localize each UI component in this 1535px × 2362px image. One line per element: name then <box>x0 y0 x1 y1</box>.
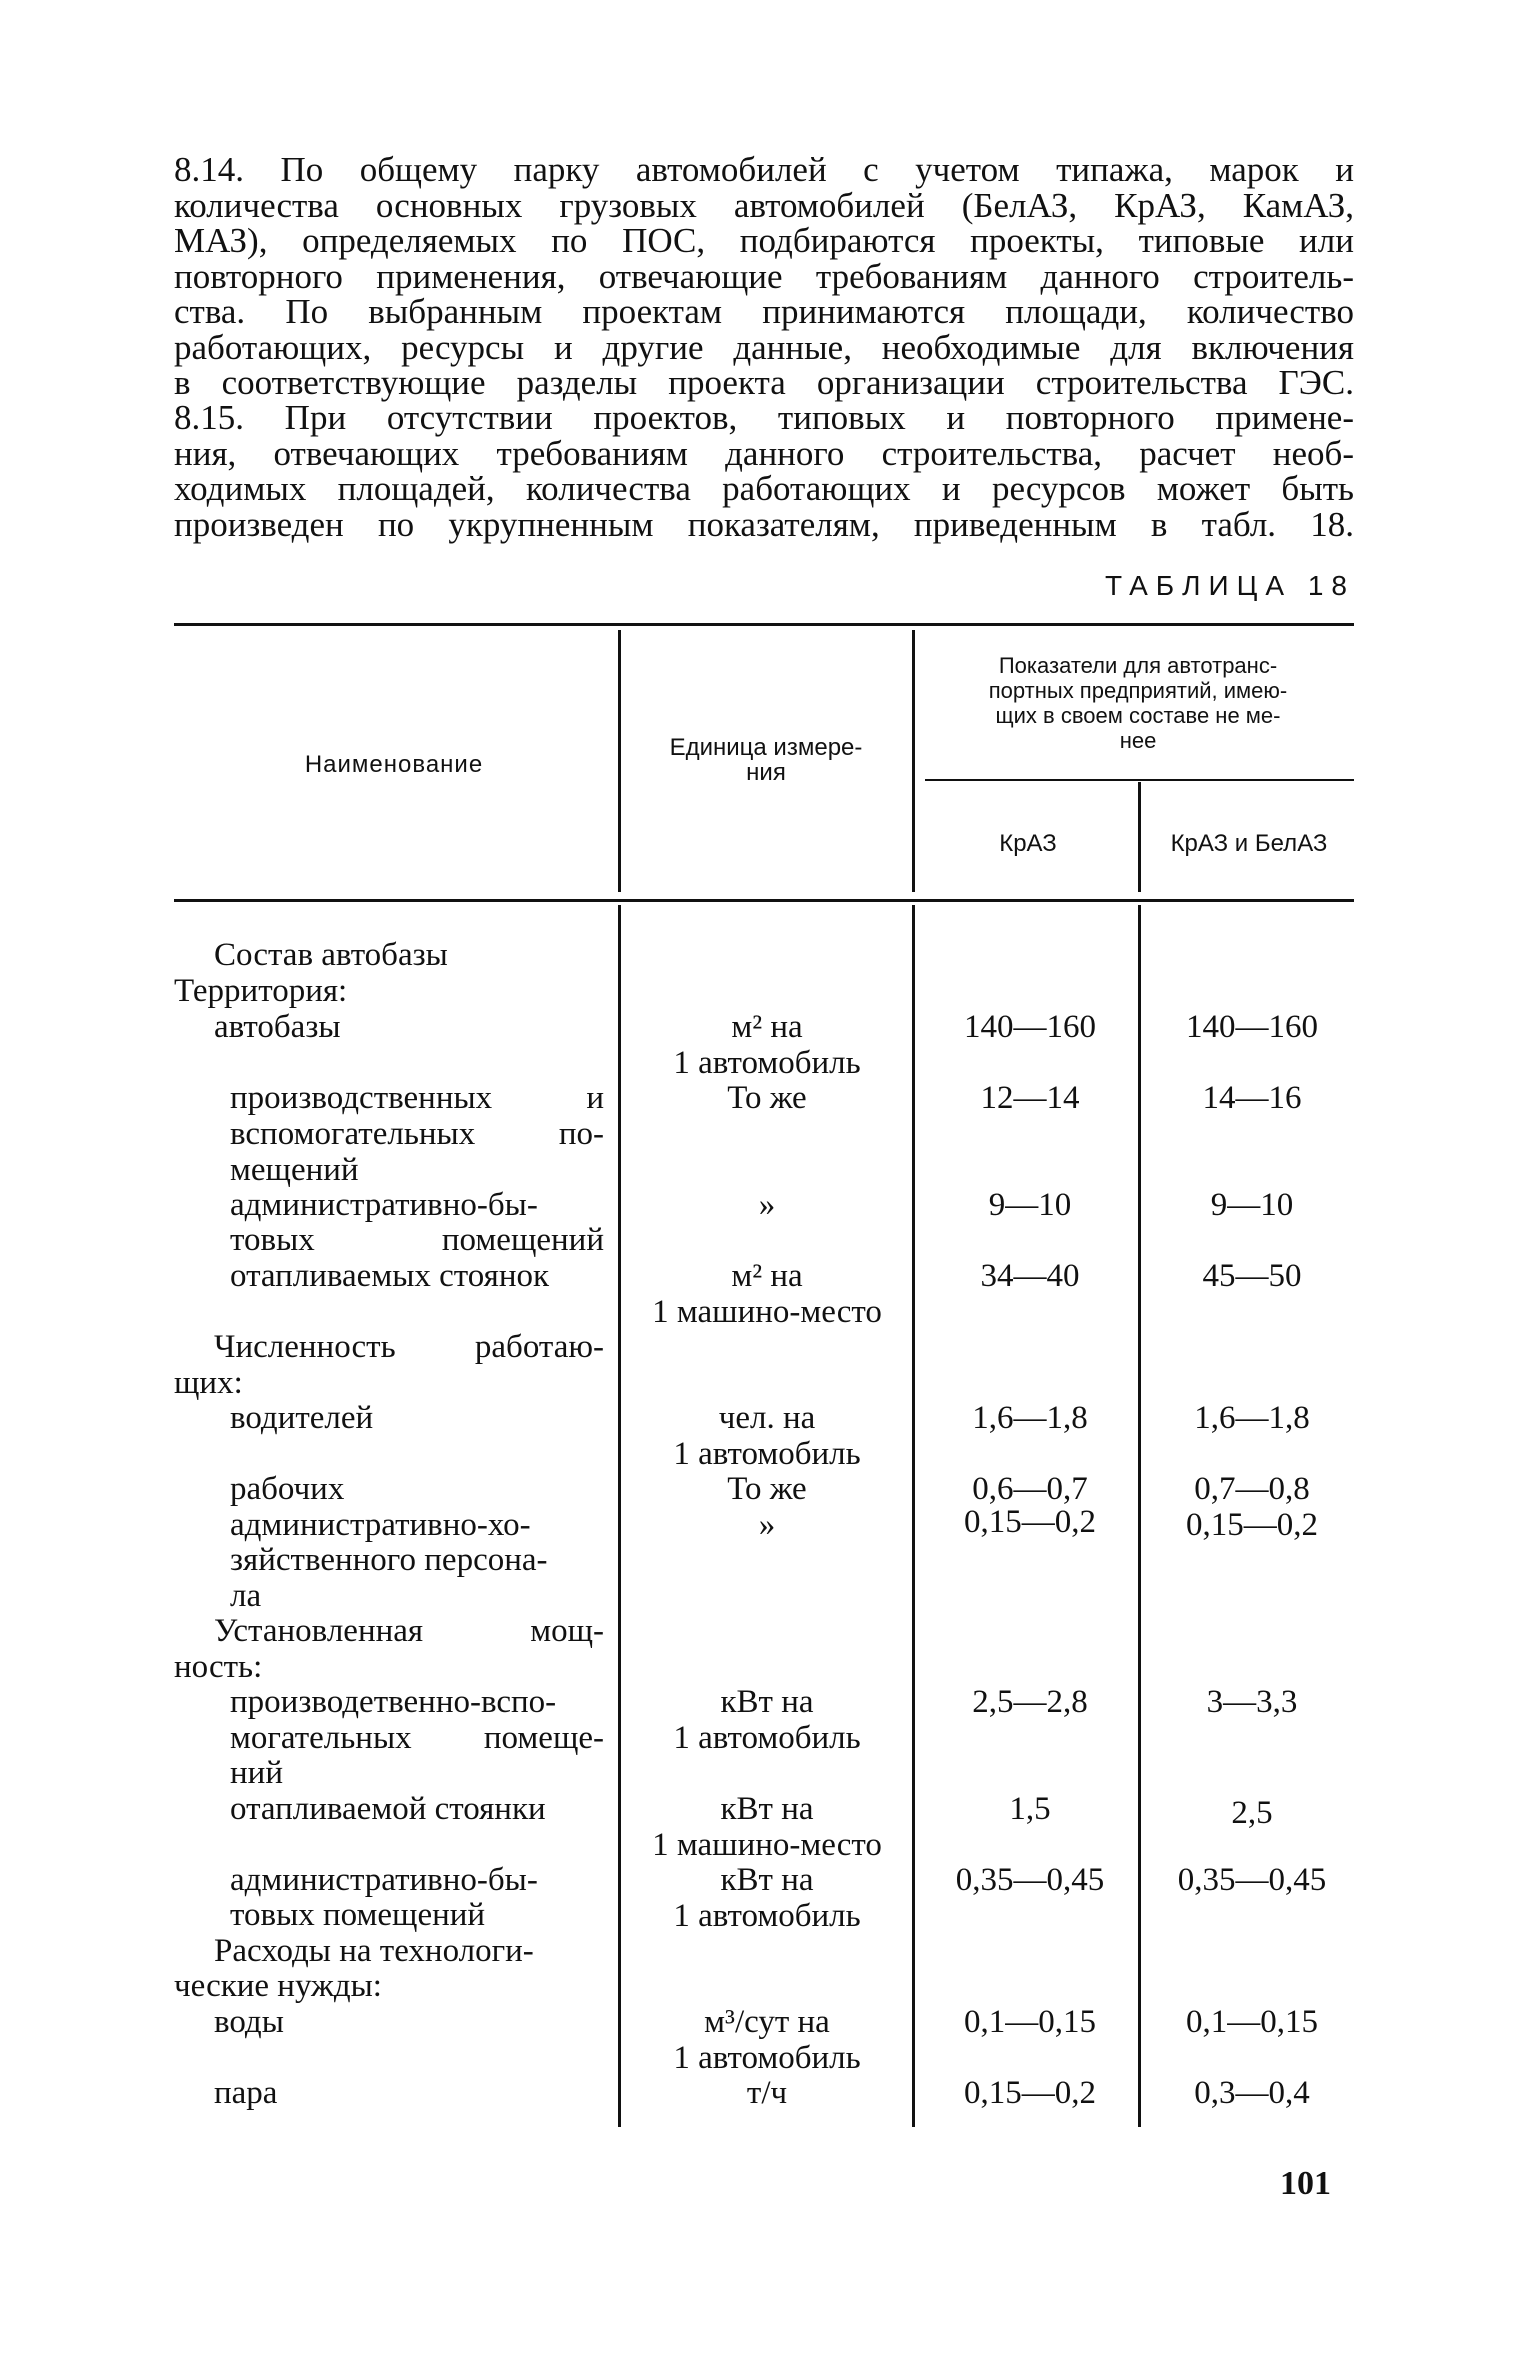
value-kraz: 0,15—0,2 <box>964 2075 1096 2111</box>
paragraph-8-14 <box>174 152 1354 401</box>
text-line: ства. По выбранным проектам принимаются площади, количество <box>174 292 1354 331</box>
text-line: ходимых площадей, количества работающих и ресурсов может быть <box>174 469 1354 508</box>
unit-cell: м³/сут на 1 автомобиль <box>673 2004 861 2076</box>
row-label: рабочих <box>230 1471 345 1507</box>
value-kraz: 140—160 <box>964 1009 1096 1045</box>
header-kraz-belaz: КрАЗ и БелАЗ <box>1170 830 1328 857</box>
row-label: ность: <box>174 1649 263 1685</box>
row-label: административно-хо- <box>230 1507 531 1543</box>
row-label: товых помещений <box>230 1897 486 1933</box>
row-label: Численность работаю- <box>214 1329 604 1365</box>
value-kraz-belaz: 0,15—0,2 <box>1186 1507 1318 1543</box>
row-label: ний <box>230 1755 283 1791</box>
text-line: работающих, ресурсы и другие данные, необходимые для включения <box>174 327 1354 367</box>
value-kraz: 1,5 <box>1009 1791 1051 1827</box>
row-label: мещений <box>230 1152 359 1188</box>
value-kraz-belaz: 0,1—0,15 <box>1186 2004 1318 2040</box>
row-label: Территория: <box>174 973 348 1009</box>
text-line: количества основных грузовых автомобилей (БелАЗ, КрАЗ, КамАЗ, <box>174 185 1354 225</box>
value-kraz-belaz: 0,35—0,45 <box>1177 1862 1327 1898</box>
table-caption: ТАБЛИЦА 18 <box>1104 570 1355 601</box>
row-label: воды <box>214 2004 284 2040</box>
text-line: произведен по укрупненным показателям, приведенным в табл. 18. <box>174 504 1354 544</box>
unit-cell: кВт на 1 автомобиль <box>673 1862 861 1934</box>
value-kraz-belaz: 45—50 <box>1202 1258 1302 1294</box>
value-kraz-belaz: 2,5 <box>1231 1795 1273 1831</box>
paragraph-8-15 <box>174 400 1354 542</box>
value-kraz-belaz: 1,6—1,8 <box>1194 1400 1310 1436</box>
value-kraz-belaz: 9—10 <box>1210 1187 1294 1223</box>
row-label: производетвенно-вспо- <box>230 1684 557 1720</box>
text-line: 8.15. При отсутствии проектов, типовых и повторного примене- <box>174 398 1354 437</box>
column-divider <box>618 905 621 2127</box>
value-kraz: 12—14 <box>980 1080 1080 1116</box>
text-line: повторного применения, отвечающие требованиям данного строитель- <box>174 256 1354 296</box>
unit-cell: м² на 1 автомобиль <box>673 1009 861 1081</box>
value-kraz: 34—40 <box>980 1258 1080 1294</box>
column-divider <box>1138 782 1141 892</box>
value-kraz: 0,6—0,7 <box>972 1471 1088 1507</box>
row-label: зяйственного персона- <box>230 1542 548 1578</box>
column-divider <box>912 905 915 2127</box>
value-kraz: 9—10 <box>988 1187 1072 1223</box>
unit-cell: кВт на 1 машино-место <box>652 1791 882 1863</box>
row-label: Расходы на технологи- <box>214 1933 534 1969</box>
row-label: ческие нужды: <box>174 1968 382 2004</box>
unit-cell: То же <box>727 1471 807 1507</box>
unit-cell: кВт на 1 автомобиль <box>673 1684 861 1756</box>
unit-cell: т/ч <box>746 2075 788 2111</box>
value-kraz-belaz: 3—3,3 <box>1206 1684 1298 1720</box>
value-kraz-belaz: 0,7—0,8 <box>1194 1471 1310 1507</box>
row-label: вспомогательных по- <box>230 1116 604 1152</box>
row-label: отапливаемой стоянки <box>230 1791 546 1827</box>
row-label: производственных и <box>230 1080 604 1116</box>
page-number: 101 <box>1280 2165 1331 2202</box>
row-label: административно-бы- <box>230 1862 538 1898</box>
value-kraz-belaz: 140—160 <box>1186 1009 1318 1045</box>
unit-cell: » <box>758 1187 776 1223</box>
value-kraz-belaz: 0,3—0,4 <box>1194 2075 1310 2111</box>
row-label: ла <box>230 1578 262 1614</box>
row-label: водителей <box>230 1400 374 1436</box>
header-unit: Единица измере- ния <box>669 734 863 786</box>
row-label: Состав автобазы <box>214 937 448 973</box>
row-label: товых помещений <box>230 1222 604 1258</box>
header-bottom-rule <box>174 899 1354 902</box>
value-kraz-belaz: 14—16 <box>1202 1080 1302 1116</box>
unit-cell: чел. на 1 автомобиль <box>673 1400 861 1472</box>
header-name: Наименование <box>304 751 484 778</box>
row-label: пара <box>214 2075 278 2111</box>
group-header-rule <box>925 779 1354 781</box>
unit-cell: » <box>758 1507 776 1543</box>
row-label: отапливаемых стоянок <box>230 1258 550 1294</box>
row-label: щих: <box>174 1365 243 1401</box>
row-label: административно-бы- <box>230 1187 538 1223</box>
value-kraz: 0,15—0,2 <box>964 1504 1096 1540</box>
value-kraz: 0,1—0,15 <box>964 2004 1096 2040</box>
text-line: ния, отвечающих требованиям данного строительства, расчет необ- <box>174 433 1354 473</box>
value-kraz: 0,35—0,45 <box>955 1862 1105 1898</box>
column-divider <box>618 630 621 892</box>
table-top-rule <box>174 623 1354 626</box>
value-kraz: 2,5—2,8 <box>972 1684 1088 1720</box>
header-group: Показатели для автотранс- портных предприятий, имею- щих в своем составе не ме- нее <box>988 653 1288 753</box>
header-kraz: КрАЗ <box>999 830 1057 857</box>
text-line: в соответствующие разделы проекта организации строительства ГЭС. <box>174 363 1354 402</box>
row-label: Установленная мощ- <box>214 1613 604 1649</box>
text-line: 8.14. По общему парку автомобилей с учетом типажа, марок и <box>174 150 1354 189</box>
row-label: автобазы <box>214 1009 341 1045</box>
column-divider <box>912 630 915 892</box>
unit-cell: м² на 1 машино-место <box>652 1258 882 1330</box>
row-label: могательных помеще- <box>230 1720 604 1756</box>
value-kraz: 1,6—1,8 <box>972 1400 1088 1436</box>
text-line: МАЗ), определяемых по ПОС, подбираются проекты, типовые или <box>174 221 1354 260</box>
unit-cell: То же <box>727 1080 807 1116</box>
